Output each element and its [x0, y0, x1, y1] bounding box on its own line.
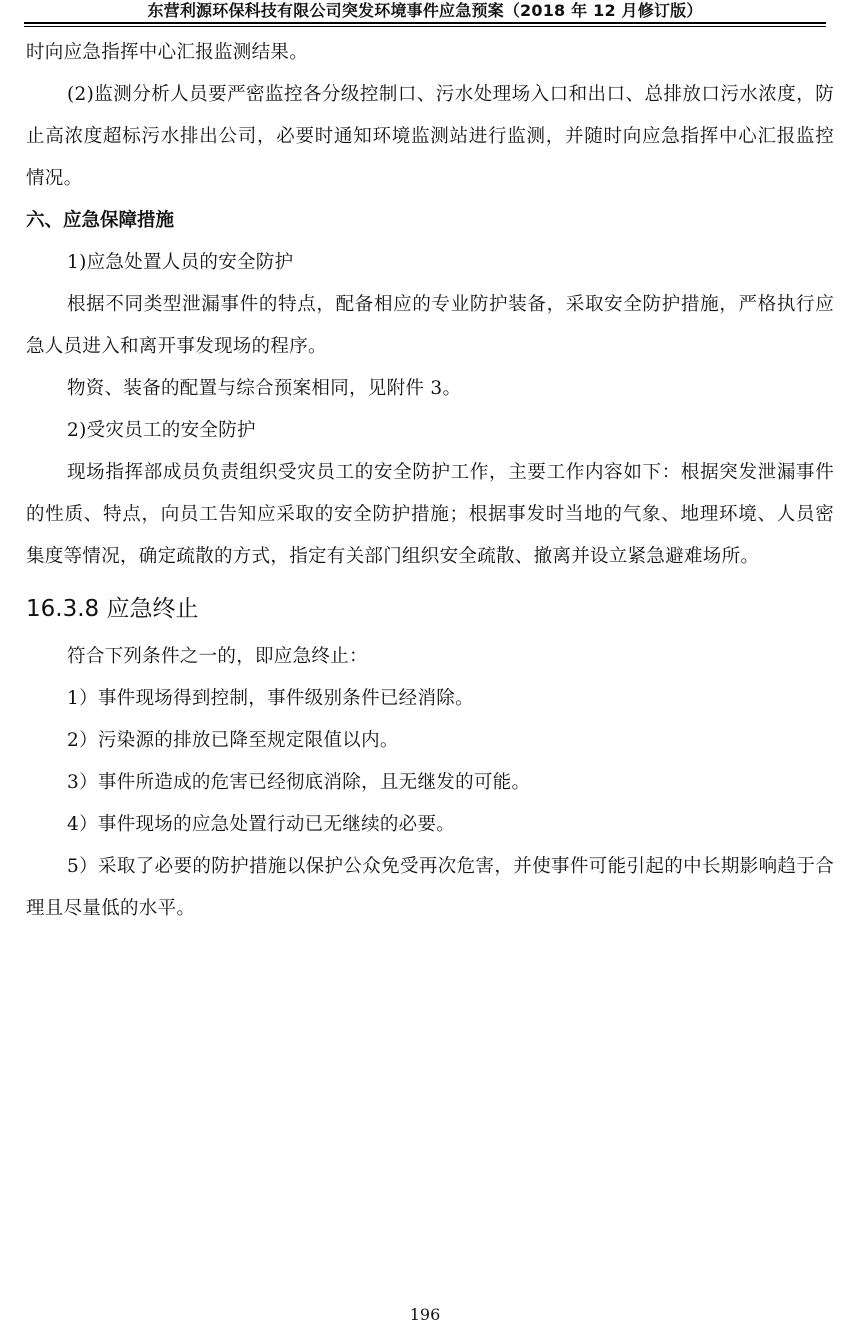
condition-item-2: 2）污染源的排放已降至规定限值以内。 — [67, 730, 399, 751]
item-affected-staff-safety: 2)受灾员工的安全防护 — [67, 420, 256, 441]
page-header: 东营利源环保科技有限公司突发环境事件应急预案（2018 年 12 月修订版） — [147, 1, 703, 20]
page-number: 196 — [409, 1305, 441, 1324]
paragraph-evacuation: 现场指挥部成员负责组织受灾员工的安全防护工作，主要工作内容如下：根据突发泄漏事件的性质、特点，向员工告知应采取的安全防护措施；根据事发时当地的气象、地理环境、人员密集度等情况，确定疏散的方式，指定有关部门组织安全疏散、撤离并设立紧急避难场所。 — [26, 462, 834, 567]
header-rule-thin — [24, 26, 826, 27]
paragraph-monitoring-staff: (2)监测分析人员要严密监控各分级控制口、污水处理场入口和出口、总排放口污水浓度，防止高浓度超标污水排出公司，必要时通知环境监测站进行监测，并随时向应急指挥中心汇报监控情况。 — [26, 84, 834, 189]
section-heading-emergency-support: 六、应急保障措施 — [26, 210, 175, 231]
paragraph-monitoring-report: 时向应急指挥中心汇报监测结果。 — [26, 42, 309, 63]
header-rule-thick — [24, 22, 826, 24]
paragraph-termination-conditions: 符合下列条件之一的，即应急终止： — [67, 646, 368, 667]
subsection-heading-emergency-termination: 16.3.8 应急终止 — [26, 596, 199, 622]
paragraph-protective-equipment: 根据不同类型泄漏事件的特点，配备相应的专业防护装备，采取安全防护措施，严格执行应急人员进入和离开事发现场的程序。 — [26, 294, 834, 357]
condition-item-4: 4）事件现场的应急处置行动已无继续的必要。 — [67, 814, 456, 835]
condition-item-3: 3）事件所造成的危害已经彻底消除，且无继发的可能。 — [67, 772, 531, 793]
item-responder-safety: 1)应急处置人员的安全防护 — [67, 252, 294, 273]
paragraph-materials-equipment: 物资、装备的配置与综合预案相同，见附件 3。 — [67, 378, 462, 399]
condition-item-5: 5）采取了必要的防护措施以保护公众免受再次危害，并使事件可能引起的中长期影响趋于合理且尽量低的水平。 — [26, 856, 834, 919]
document-body — [26, 32, 834, 930]
condition-item-1: 1）事件现场得到控制，事件级别条件已经消除。 — [67, 688, 474, 709]
